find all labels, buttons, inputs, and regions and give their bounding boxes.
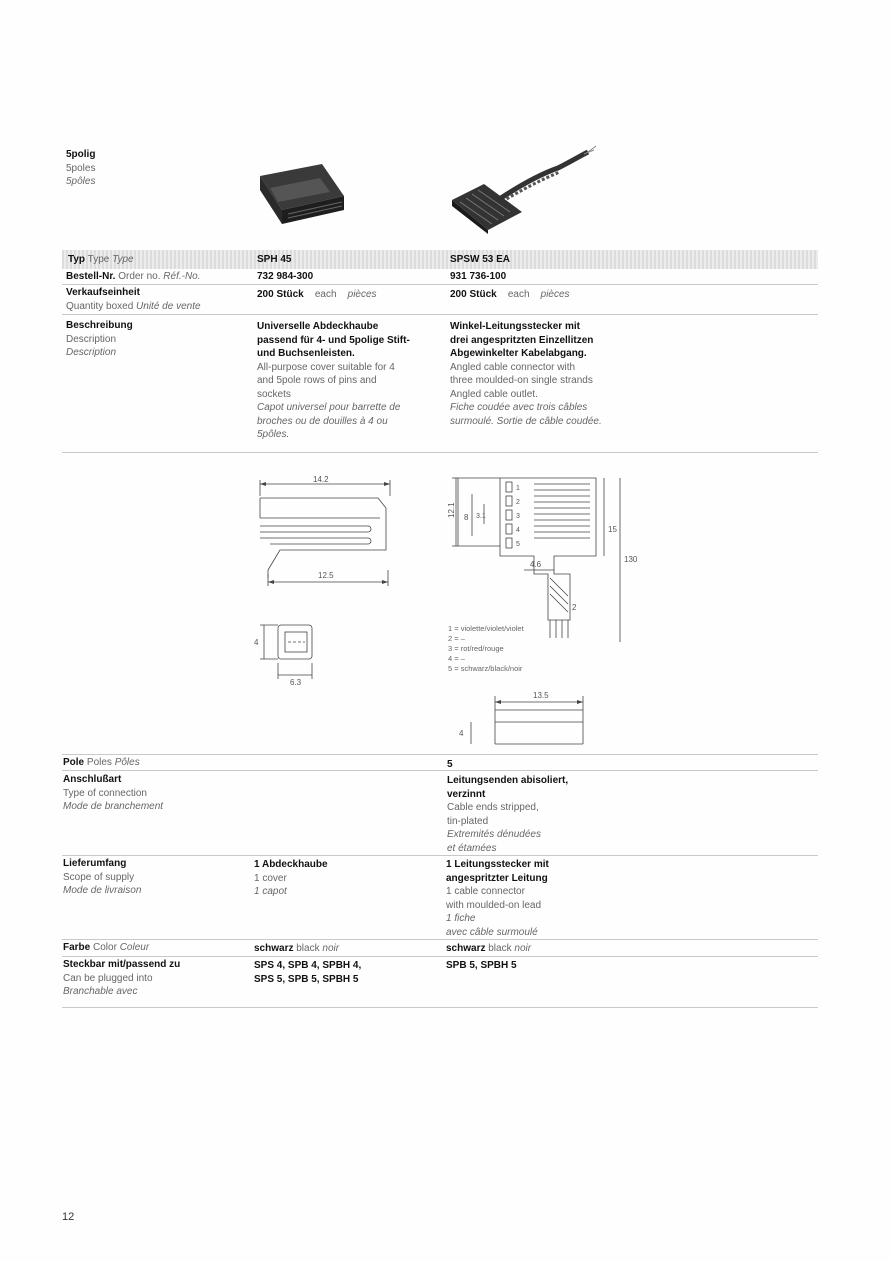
sph45-end-drawing bbox=[250, 615, 320, 687]
qty-sph45: 200 Stück each pièces bbox=[257, 289, 377, 300]
dim-width-bottom: 12.5 bbox=[318, 571, 334, 580]
poles-value: 5 bbox=[447, 759, 453, 770]
title-fr: 5pôles bbox=[66, 176, 96, 187]
qty-spsw53ea: 200 Stück each pièces bbox=[450, 289, 570, 300]
color-label: Farbe Color Coleur bbox=[63, 942, 150, 953]
supply-label: Lieferumfang Scope of supply Mode de livraison bbox=[63, 858, 142, 896]
page-number: 12 bbox=[62, 1211, 75, 1223]
order-number-spsw53ea: 931 736-100 bbox=[450, 271, 507, 282]
dim-4-6: 4.6 bbox=[530, 560, 542, 569]
spsw53ea-photo bbox=[446, 140, 606, 235]
color-spsw53ea: schwarz black noir bbox=[446, 943, 532, 954]
pin-3: 3 bbox=[516, 513, 520, 520]
plug-label: Steckbar mit/passend zu Can be plugged into Branchable avec bbox=[63, 959, 181, 997]
order-number-sph45: 732 984-300 bbox=[257, 271, 314, 282]
title-de: 5polig bbox=[66, 149, 96, 160]
type-label: Typ Type Type bbox=[68, 254, 134, 265]
sph45-photo bbox=[252, 158, 352, 230]
section-title bbox=[66, 148, 95, 189]
supply-spsw53ea: 1 Leitungsstecker mit angespritzter Leitung 1 cable connector with moulded-on lead 1 fiche avec câble surmoulé bbox=[446, 859, 549, 938]
product-name-sph45: SPH 45 bbox=[257, 254, 292, 265]
connection-value: Leitungsenden abisoliert, verzinnt Cable ends stripped, tin-plated Extremités dénudées et étamées bbox=[447, 775, 569, 854]
dim-130: 130 bbox=[624, 555, 638, 564]
wire-legend: 1 = violette/violet/violet 2 = – 3 = rot/red/rouge 4 = – 5 = schwarz/black/noir bbox=[448, 624, 524, 673]
title-en: 5poles bbox=[66, 162, 96, 174]
desc-label: Beschreibung Description Description bbox=[66, 320, 133, 358]
poles-label: Pole Poles Pôles bbox=[63, 757, 140, 768]
table-header-band bbox=[62, 250, 818, 269]
pin-2: 2 bbox=[516, 499, 520, 506]
connection-label: Anschlußart Type of connection Mode de branchement bbox=[63, 774, 164, 812]
product-name-spsw53ea: SPSW 53 EA bbox=[450, 254, 511, 265]
dim-2: 2 bbox=[572, 603, 577, 612]
dim-end-height: 4 bbox=[254, 638, 259, 647]
desc-sph45: Universelle Abdeckhaube passend für 4- und 5polige Stift- und Buchsenleisten. All-purpose cover suitable for 4 and 5pole rows of pins and sockets Capot universel pour barrette de broches ou de douilles à 4 ou 5pôles. bbox=[257, 321, 410, 440]
dim-8: 8 bbox=[464, 513, 469, 522]
dim-end-width: 6.3 bbox=[290, 678, 302, 687]
dim-top-width: 13.5 bbox=[533, 691, 549, 700]
dim-top-height: 4 bbox=[459, 729, 464, 738]
color-sph45: schwarz black noir bbox=[254, 943, 340, 954]
pin-5: 5 bbox=[516, 541, 520, 548]
dim-15: 15 bbox=[608, 525, 617, 534]
pin-1: 1 bbox=[516, 485, 520, 492]
plug-sph45: SPS 4, SPB 4, SPBH 4, SPS 5, SPB 5, SPBH 5 bbox=[254, 960, 362, 985]
dim-width-top: 14.2 bbox=[313, 475, 329, 484]
dim-3-1: 3.1 bbox=[476, 513, 486, 520]
spsw53ea-drawing bbox=[444, 470, 638, 650]
order-label: Bestell-Nr. Order no. Réf.-No. bbox=[66, 271, 201, 282]
sph45-side-drawing bbox=[250, 470, 400, 590]
qty-label: Verkaufseinheit Quantity boxed Unité de vente bbox=[66, 287, 201, 312]
desc-spsw53ea: Winkel-Leitungsstecker mit drei angespritzten Einzellitzen Abgewinkelter Kabelabgang. Angled cable connector with three moulded-on single strands Angled cable outlet. Fiche coudée avec trois câbles surmoulé. Sortie de câble coudée. bbox=[450, 321, 602, 427]
supply-sph45: 1 Abdeckhaube 1 cover 1 capot bbox=[254, 859, 328, 897]
pin-4: 4 bbox=[516, 527, 520, 534]
plug-spsw53ea: SPB 5, SPBH 5 bbox=[446, 960, 517, 971]
spsw53ea-top-drawing bbox=[455, 688, 590, 750]
dim-12-1: 12.1 bbox=[447, 502, 456, 518]
